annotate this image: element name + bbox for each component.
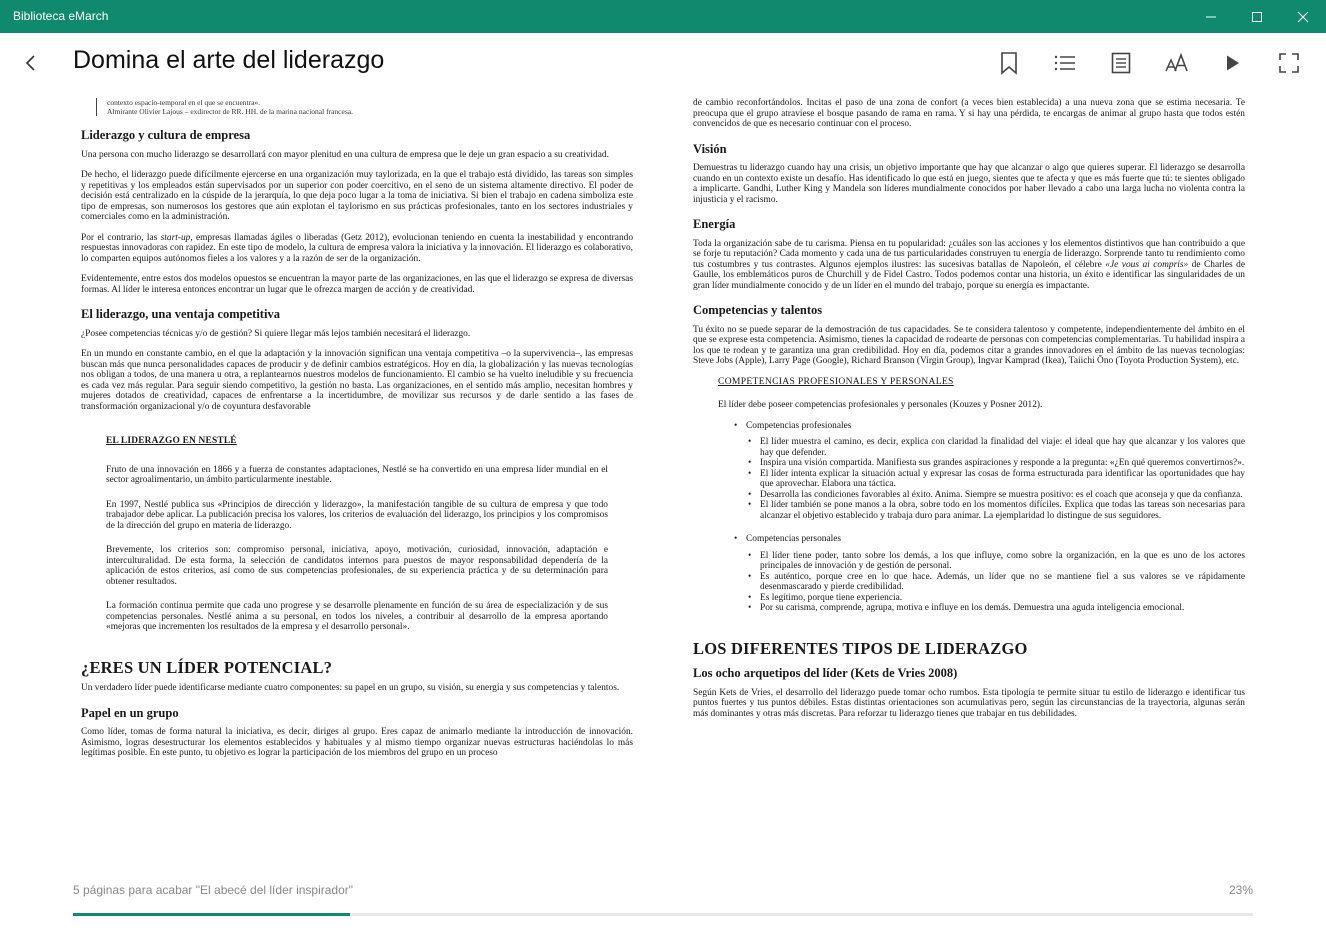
maximize-icon xyxy=(1251,11,1263,23)
paragraph: Una persona con mucho liderazgo se desarrollará con mayor plenitud en una cultura de empresa que le deje un gran espacio a su creatividad. xyxy=(81,149,609,160)
section-heading: Energía xyxy=(693,217,736,231)
play-icon xyxy=(1225,54,1241,72)
close-button[interactable] xyxy=(1280,0,1326,33)
quote-block xyxy=(96,98,633,116)
minimize-button[interactable] xyxy=(1188,0,1234,33)
sub-list-item: • Es legítimo, porque tiene experiencia. xyxy=(760,593,1245,604)
bookmark-button[interactable] xyxy=(993,47,1025,79)
nestle-box xyxy=(106,436,608,633)
read-aloud-button[interactable] xyxy=(1217,47,1249,79)
progress-fill xyxy=(73,913,350,916)
box-paragraph: En 1997, Nestlé publica sus «Principios de dirección y liderazgo», la manifestación tangible de su cultura de empresa y que todo trabajador debe aplicar. La publicación precisa los valores, los criterios de evaluación del liderazgo, los principios y los compromisos de la dirección del grupo en materia de liderazgo. xyxy=(106,499,608,531)
chapter-heading: LOS DIFERENTES TIPOS DE LIDERAZGO xyxy=(693,638,1028,658)
italic-text: start-up xyxy=(160,232,191,243)
left-page xyxy=(81,98,633,870)
paragraph: En un mundo en constante cambio, en el que la adaptación y la innovación significan una ventaja competitiva –o la supervivencia–, las empresas buscan más que nunca personalidades capaces de producir y de definir cambios estratégicos. Hoy en día, la globalización y las nuevas tecnologías nos obligan a todos, de una manera u otra, a replantearnos nuestros modelos de funcionamiento. El cambio se ha vuelto ineludible y su frecuencia es cada vez más regular. Para seguir siendo competitivo, la gestión no basta. Las organizaciones, en el sentido más amplio, necesitan hombres y mujeres dotados de creatividad, capaces de enfrentarse a la incertidumbre, de movilizar sus recursos y de darle sentido a las fases de transformación organizacional y/o de coyuntura desfavorable xyxy=(81,349,633,412)
back-arrow-icon xyxy=(23,54,37,72)
box-paragraph: Brevemente, los criterios son: compromiso personal, iniciativa, apoyo, motivación, curiosidad, innovación, adaptación e interculturalidad. De esta forma, la selección de candidatos internos para puestos de mayor responsabilidad dependería de la aplicación de estos criterios, así como de sus competencias profesionales, de su experiencia práctica y de su determinación para obtener resultados. xyxy=(106,545,608,587)
box-title: COMPETENCIAS PROFESIONALES Y PERSONALES xyxy=(718,375,954,387)
box-title: EL LIDERAZGO EN NESTLÉ xyxy=(106,436,237,446)
paragraph: Según Kets de Vries, el desarrollo del liderazgo puede tomar ocho rumbos. Esta tipología te permite situar tu estilo de liderazgo e identificar tus puntos fuertes y tus puntos débiles. Estas distintas orientaciones son acumulativas pero, según las circunstancias de la trayectoria, algunas serán más dominantes y otras más discretas. Para reforzar tu liderazgo tienes que trabajar en tus debilidades. xyxy=(693,687,1245,719)
sub-list-item: • Por su carisma, comprende, agrupa, motiva e influye en los demás. Demuestra una aguda inteligencia emocional. xyxy=(760,603,1245,614)
title-bar xyxy=(0,0,1326,33)
reader-header xyxy=(0,33,1326,95)
list-item: • Competencias profesionales xyxy=(734,421,1245,432)
sub-list-item: • Es auténtico, porque cree en lo que hace. Además, un líder que no se mantiene fiel a sus valores se ve rápidamente desenmascarado y pierde credibilidad. xyxy=(760,572,1245,593)
app-title: Biblioteca eMarch xyxy=(13,9,109,23)
text-span: , empresas llamadas ágiles o liberadas (Getz 2012), evolucionan teniendo en cuenta la inestabilidad y encontrando respuestas innovadoras con rapidez. En este tipo de modelo, la cultura de empresa valora la iniciativa y la innovación. El liderazgo es colaborativo, lo comparten equipos autónomos fieles a los valores y a la razón de ser de la organización. xyxy=(81,232,633,264)
paragraph: Evidentemente, entre estos dos modelos opuestos se encuentran la mayor parte de las organizaciones, en las que el liderazgo se expresa de diversas formas. Al líder le interesa entonces encontrar un lugar que le ofrezca margen de acción y de creatividad. xyxy=(81,274,633,295)
book-title: Domina el arte del liderazgo xyxy=(73,46,385,74)
paragraph: Tu éxito no se puede separar de la demostración de tus capacidades. Se te considera talentoso y competente, independientemente del ámbito en el que se exprese esta competencia. Asimismo, tienes la capacidad de rodearte de personas con competencias complementarias. Tu habilidad inspira a los que te rodean y te garantiza una gran credibilidad. Hoy en día, podemos citar a grandes innovadores en el ámbito de las nuevas tecnologías: Steve Jobs (Apple), Larry Page (Google), Richard Branson (Virgin Group), Ingvar Kamprad (Ikea), Taiichi Ōno (Toyota Production System), etc. xyxy=(693,324,1245,366)
paragraph xyxy=(693,239,1245,292)
sub-list-item: • Desarrolla las condiciones favorables al éxito. Anima. Siempre se muestra positivo: es el coach que aconseja y que da confianza. xyxy=(760,490,1245,501)
section-heading: Visión xyxy=(693,141,727,156)
sub-list-item: • El líder también se pone manos a la obra, sobre todo en los momentos difíciles. Explica que todas las tareas son necesarias para alcanzar el objetivo establecido y trabaja duro para animar. La ejemplaridad lo distingue de sus seguidores. xyxy=(760,500,1245,521)
text-span: de Charles de Gaulle, los emblemáticos puros de Churchill y de Fidel Castro. Todos podemos contar una historia, un éxito e identificar las singularidades de un gran líder mundialmente conocido y de un líder en el mundo del trabajo, porque su energía es impactante. xyxy=(693,259,1245,291)
paragraph: ¿Posee competencias técnicas y/o de gestión? Si quiere llegar más lejos también necesitará el liderazgo. xyxy=(81,328,471,339)
box-paragraph: Fruto de una innovación en 1866 y a fuerza de constantes adaptaciones, Nestlé se ha convertido en una empresa líder mundial en el sector agroalimentario, un ámbito particularmente inestable. xyxy=(106,464,608,485)
section-heading: Competencias y talentos xyxy=(693,303,823,317)
table-of-contents-button[interactable] xyxy=(1049,47,1081,79)
box-paragraph: La formación continua permite que cada uno progrese y se desarrolle plenamente en función de su área de especialización y de sus competencias personales. Nestlé anima a su personal, en todos los niveles, a contribuir al desarrollo de la empresa aportando «mejoras que incrementen los resultados de la empresa y el desarrollo personal». xyxy=(106,601,608,632)
quote-author: Almirante Olivier Lajous – exdirector de RR. HH. de la marina nacional francesa. xyxy=(107,107,353,116)
sub-list-item: • El líder tiene poder, tanto sobre los demás, a los que influye, como sobre la organización, en la que es uno de los actores principales de innovación y de gestión de personal. xyxy=(760,551,1245,572)
font-size-button[interactable] xyxy=(1161,47,1193,79)
paragraph: Demuestras tu liderazgo cuando hay una crisis, un objetivo importante que hay que alcanzar o algo que quieres superar. El liderazgo se desarrolla cuando en un contexto existe un desafío. Has identificado lo que está en juego, sientes que te afecta y que es más fuerte que tú: te sientes obligado a implicarte. Gandhi, Luther King y Mandela son líderes mundialmente conocidos por haber llevado a cabo una larga lucha no violenta contra la injusticia y el racismo. xyxy=(693,163,1245,205)
section-heading: Papel en un grupo xyxy=(81,705,179,720)
sub-list-item: • El líder intenta explicar la situación actual y expresar las cosas de forma estructurada para identificar las oportunidades que hay que aprovechar. Elabora una táctica. xyxy=(760,469,1245,490)
sub-list-item: • El líder muestra el camino, es decir, explica con claridad la finalidad del viaje: el ideal que hay que alcanzar y los valores que hay que defender. xyxy=(760,437,1245,458)
notes-button[interactable] xyxy=(1105,47,1137,79)
section-heading: Los ocho arquetipos del líder (Kets de Vries 2008) xyxy=(693,666,958,680)
progress-percent: 23% xyxy=(1229,883,1254,897)
close-icon xyxy=(1297,11,1309,23)
paragraph xyxy=(81,233,633,265)
competencias-box xyxy=(718,377,1245,614)
maximize-button[interactable] xyxy=(1234,0,1280,33)
sub-list xyxy=(748,551,1245,614)
paragraph: De hecho, el liderazgo puede difícilmente ejercerse en una organización muy taylorizada, en la que el trabajo está dividido, las tareas son simples y repetitivas y los empleados están supervisados por un superior con poder coercitivo, en el seno de un sistema altamente directivo. El poder de decisión está centralizado en la cúspide de la jerarquía, lo que deja poco lugar a la toma de iniciativa. Si bien el trabajo en cadena simboliza este tipo de empresas, son numerosos los gestores que aún explotan el taylorismo en sus prácticas profesionales, tanto en los sectores industriales y comerciales como en la administración. xyxy=(81,170,633,222)
paragraph: Un verdadero líder puede identificarse mediante cuatro componentes: su papel en un grupo, su visión, su energía y sus competencias y talentos. xyxy=(81,683,620,693)
list-item: • Competencias personales xyxy=(734,534,1245,545)
minimize-icon xyxy=(1205,11,1217,23)
text-span: Toda la organización sabe de tu carisma. Piensa en tu popularidad: ¿cuáles son las acciones y los elementos distintivos que han contribuido a que se forje tu reputación? Cada momento y cada una de tus particularidades construyen tu energía de liderazgo. Sorprende tanto tu rendimiento como tus costumbres y tus contrastes. Algunos ejemplos ilustres: las sucesivas batallas de Napoleón, el célebre xyxy=(693,238,1245,270)
pages-remaining: 5 páginas para acabar "El abecé del líder inspirador" xyxy=(73,883,354,897)
bookmark-icon xyxy=(999,51,1019,75)
sub-list xyxy=(748,437,1245,521)
reading-progress-bar[interactable] xyxy=(73,913,1253,916)
right-page xyxy=(693,98,1245,870)
paragraph: de cambio reconfortándolos. Incitas el paso de una zona de confort (a veces bien establecida) a una nueva zona que se estima necesaria. Te preocupa que el grupo atraviese el bosque pasando de rama en rama. Y si hay una pérdida, te encargas de animar al grupo hasta que todos estén convencidos de que es necesario continuar con el proceso. xyxy=(693,98,1245,129)
notes-icon xyxy=(1111,52,1131,74)
text-span: Por el contrario, las xyxy=(81,232,161,243)
font-size-icon xyxy=(1165,53,1189,73)
toc-icon xyxy=(1054,54,1076,72)
section-heading: Liderazgo y cultura de empresa xyxy=(81,128,251,142)
italic-text: «Je vous ai compris» xyxy=(1105,259,1189,270)
box-paragraph: El líder debe poseer competencias profesionales y personales (Kouzes y Posner 2012). xyxy=(718,400,1043,410)
quote-text: contexto espacio-temporal en el que se encuentra». xyxy=(107,98,261,107)
section-heading: El liderazgo, una ventaja competitiva xyxy=(81,307,280,321)
chapter-heading: ¿ERES UN LÍDER POTENCIAL? xyxy=(81,657,333,677)
fullscreen-button[interactable] xyxy=(1273,47,1305,79)
fullscreen-icon xyxy=(1279,53,1299,73)
paragraph: Como líder, tomas de forma natural la iniciativa, es decir, diriges al grupo. Eres capaz de animarlo mediante la introducción de innovación. Asimismo, logras desestructurar los elementos establecidos y habituales y al mismo tiempo organizar nuevas estructuras haciéndolas lo más legítimas posible. En este punto, tu objetivo es lograr la participación de los miembros del grupo en un proceso xyxy=(81,727,633,758)
sub-list-item: • Inspira una visión compartida. Manifiesta sus grandes aspiraciones y responde a la pregunta: «¿En qué queremos convertirnos?». xyxy=(760,458,1245,469)
back-button[interactable] xyxy=(16,49,44,77)
